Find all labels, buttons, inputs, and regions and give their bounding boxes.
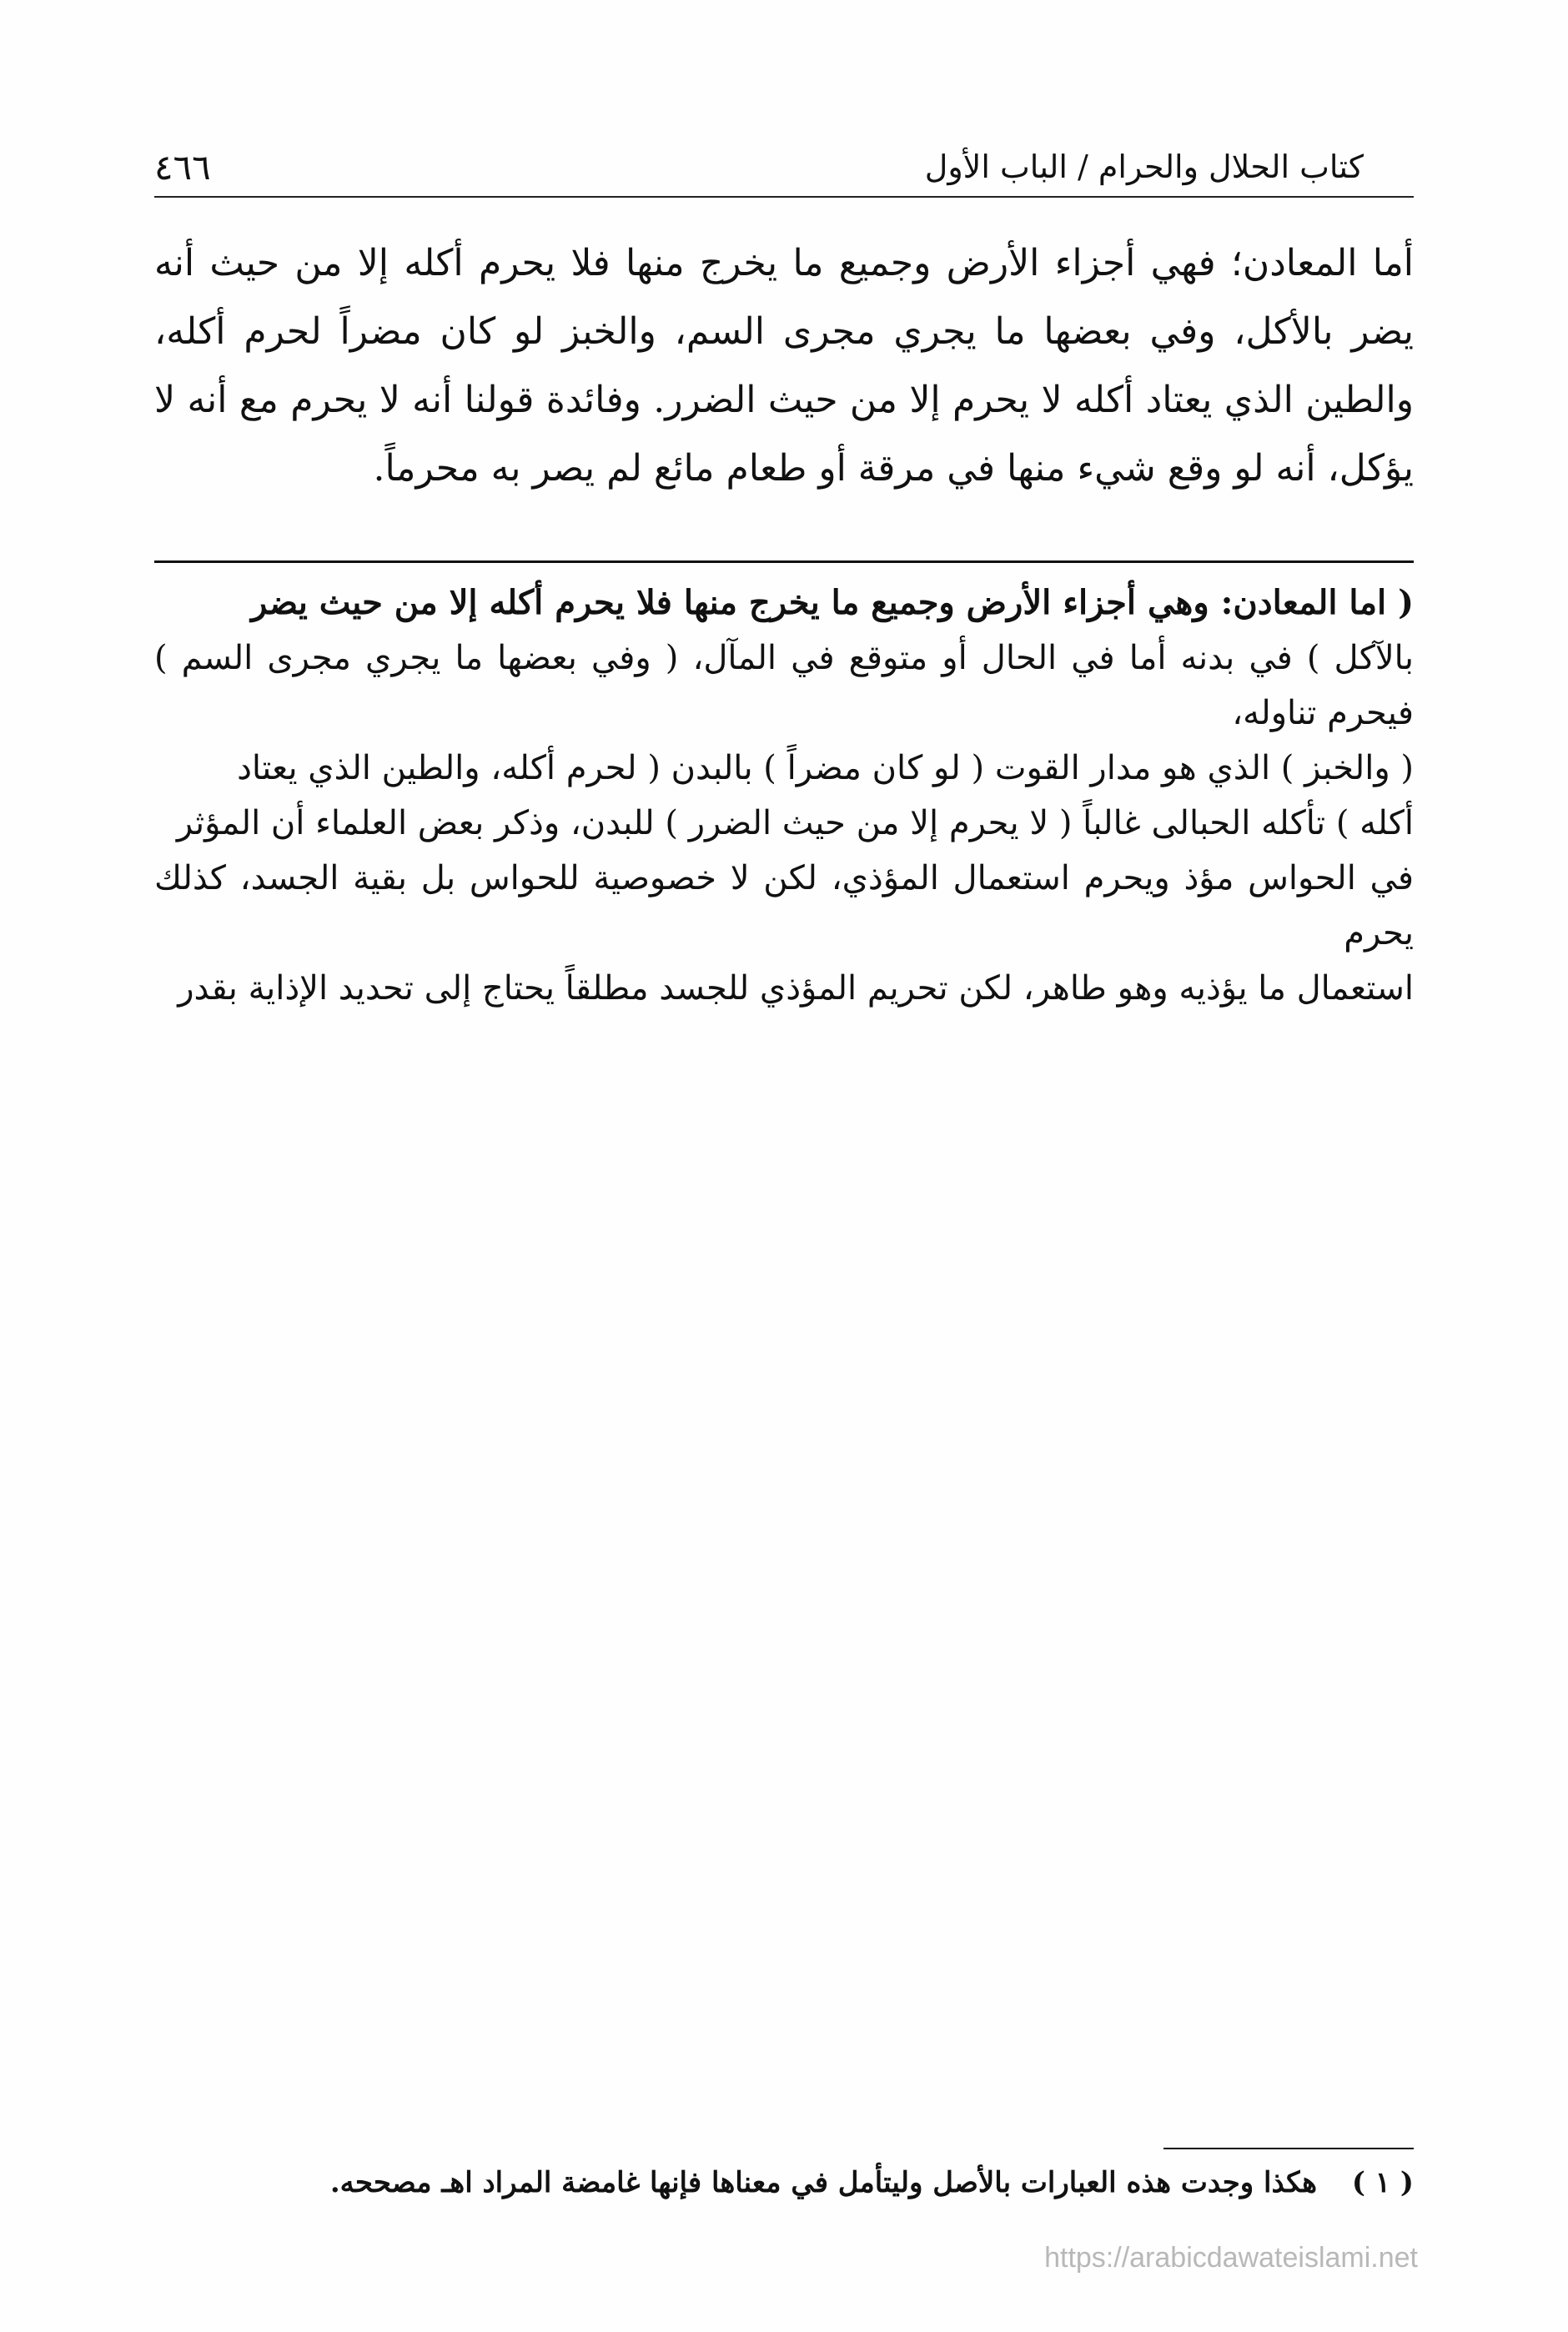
- page-number: ٤٦٦: [154, 146, 211, 188]
- commentary: [154, 575, 1414, 1016]
- header-divider: [154, 196, 1414, 198]
- footnote: [154, 2162, 1414, 2204]
- running-title: كتاب الحلال والحرام / الباب الأول: [924, 148, 1364, 185]
- commentary-line: أكله ) تأكله الحبالى غالباً ( لا يحرم إلا من حيث الضرر ) للبدن، وذكر بعض العلماء أن المؤثر: [176, 804, 1414, 842]
- commentary-line: في الحواس مؤذ ويحرم استعمال المؤذي، لكن لا خصوصية للحواس بل بقية الجسد، كذلك يحرم: [154, 859, 1414, 952]
- main-commentary-divider: [154, 560, 1414, 563]
- footnote-text: هكذا وجدت هذه العبارات بالأصل وليتأمل في معناها فإنها غامضة المراد اهـ مصححه.: [329, 2166, 1318, 2199]
- commentary-line: ( والخبز ) الذي هو مدار القوت ( لو كان مضراً ) بالبدن ( لحرم أكله، والطين الذي يعتاد: [237, 749, 1414, 787]
- watermark-url: https://arabicdawateislami.net: [1044, 2242, 1418, 2274]
- commentary-line: استعمال ما يؤذيه وهو طاهر، لكن تحريم المؤذي للجسد مطلقاً يحتاج إلى تحديد الإذاية بقدر: [178, 969, 1414, 1008]
- commentary-line: بالآكل ) في بدنه أما في الحال أو متوقع في المآل، ( وفي بعضها ما يجري مجرى السم ) فيحرم تناوله،: [154, 639, 1414, 732]
- page-header: [154, 138, 1414, 196]
- commentary-line: ( اما المعادن: وهي أجزاء الأرض وجميع ما يخرج منها فلا يحرم أكله إلا من حيث يضر: [250, 583, 1414, 622]
- main-text: [154, 229, 1414, 503]
- footnote-marker: ( ١ ): [1351, 2166, 1414, 2199]
- main-paragraph: أما المعادن؛ فهي أجزاء الأرض وجميع ما يخرج منها فلا يحرم أكله إلا من حيث أنه يضر بالأكل، وفي بعضها ما يجري مجرى السم، والخبز لو كان مضراً لحرم أكله، والطين الذي يعتاد أكله لا يحرم إلا من حيث الضرر. وفائدة قولنا أنه لا يحرم مع أنه لا يؤكل، أنه لو وقع شيء منها في مرقة أو طعام مائع لم يصر به محرماً.: [154, 242, 1414, 490]
- footnote-divider: [1163, 2148, 1414, 2149]
